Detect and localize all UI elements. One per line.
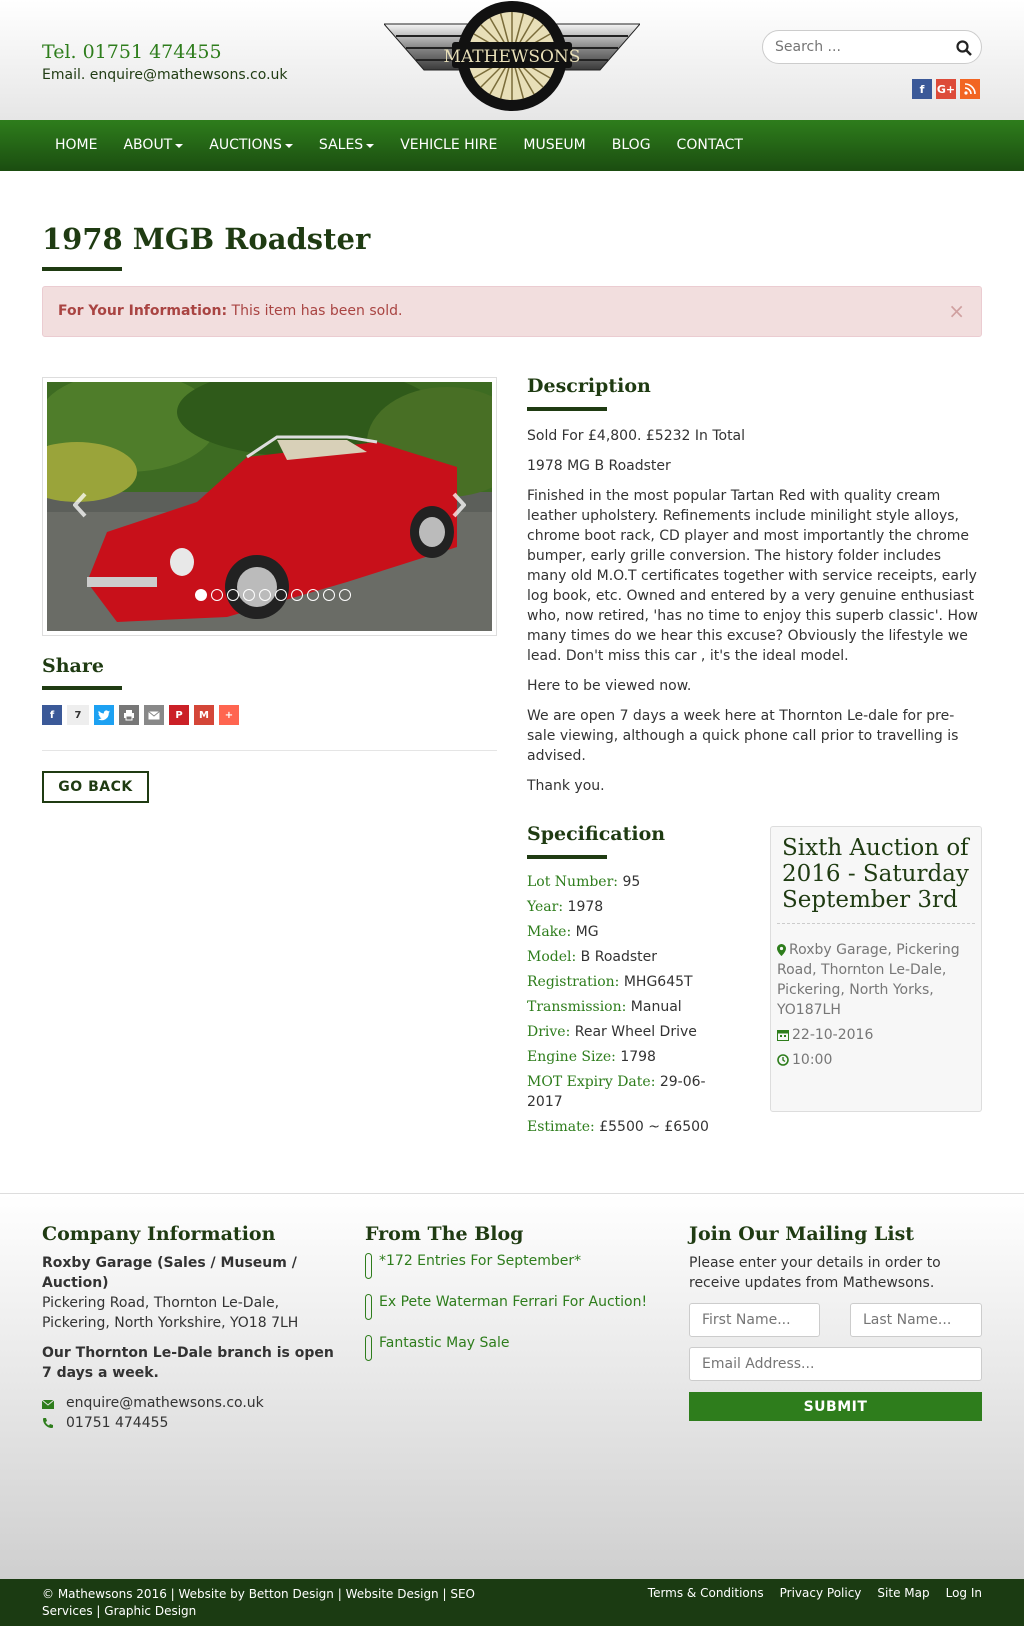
auction-title[interactable]: Sixth Auction of 2016 - Saturday September 3rd: [777, 835, 975, 924]
share-email-icon[interactable]: [144, 705, 164, 725]
company-email-row[interactable]: enquire@mathewsons.co.uk: [42, 1393, 264, 1413]
company-address: Pickering Road, Thornton Le-Dale, Pickering, North Yorkshire, YO18 7LH: [42, 1295, 299, 1331]
last-name-field[interactable]: [850, 1303, 982, 1337]
car-photo: [47, 382, 492, 631]
carousel-dot[interactable]: [195, 589, 207, 601]
specification-underline: [527, 855, 607, 859]
mailing-list-heading: Join Our Mailing List: [689, 1223, 915, 1245]
company-phone-row[interactable]: 01751 474455: [42, 1413, 168, 1433]
search-box: [762, 30, 982, 64]
blog-item[interactable]: Ex Pete Waterman Ferrari For Auction!: [365, 1294, 647, 1320]
calendar-icon: [777, 1029, 789, 1041]
description-paragraph: Here to be viewed now.: [527, 678, 692, 694]
blog-bullet-icon: [365, 1335, 372, 1361]
share-print-icon[interactable]: [119, 705, 139, 725]
alert-text: This item has been sold.: [227, 303, 403, 319]
copyright-text: © Mathewsons 2016 | Website by Betton Design | Website Design | SEO Services | Graphic Design: [42, 1587, 475, 1618]
rss-icon[interactable]: [960, 79, 980, 99]
share-count: 7: [67, 705, 89, 725]
mailing-list-text: Please enter your details in order to receive updates from Mathewsons.: [689, 1255, 941, 1291]
bottom-bar: [0, 1579, 1024, 1626]
terms-link[interactable]: Terms & Conditions: [647, 1586, 764, 1600]
share-facebook-icon[interactable]: f: [42, 705, 62, 725]
phone-icon: [42, 1417, 54, 1429]
email-field[interactable]: [689, 1347, 982, 1381]
carousel-dot[interactable]: [227, 589, 239, 601]
sold-alert: [42, 286, 982, 337]
description-underline: [527, 407, 607, 411]
nav-auctions[interactable]: AUCTIONS: [196, 120, 306, 171]
image-carousel: [42, 377, 497, 636]
description-paragraph: We are open 7 days a week here at Thornton Le-dale for pre-sale viewing, although a quick phone call prior to travelling is advised.: [527, 708, 959, 764]
share-heading: Share: [42, 655, 104, 677]
description-paragraph: Thank you.: [527, 778, 605, 794]
auction-time: 10:00: [777, 1050, 975, 1070]
header-telephone[interactable]: Tel. 01751 474455: [42, 41, 222, 63]
nav-contact[interactable]: CONTACT: [676, 137, 743, 153]
submit-button[interactable]: SUBMIT: [689, 1392, 982, 1421]
blog-heading: From The Blog: [365, 1223, 524, 1245]
carousel-dot[interactable]: [307, 589, 319, 601]
caret-down-icon: [366, 144, 374, 148]
footer-links: [648, 1586, 982, 1600]
privacy-link[interactable]: Privacy Policy: [779, 1586, 862, 1600]
description-paragraph: Sold For £4,800. £5232 In Total: [527, 428, 746, 444]
login-link[interactable]: Log In: [945, 1586, 982, 1600]
share-more-icon[interactable]: +: [219, 705, 239, 725]
nav-blog[interactable]: BLOG: [611, 137, 651, 153]
map-marker-icon: [777, 944, 786, 956]
logo-wordmark: MATHEWSONS: [443, 47, 581, 67]
spec-row-transmission: Transmission: Manual: [527, 999, 682, 1015]
description-paragraph: 1978 MG B Roadster: [527, 458, 671, 474]
spec-row-drive: Drive: Rear Wheel Drive: [527, 1024, 697, 1040]
specification-heading: Specification: [527, 823, 666, 845]
share-gmail-icon[interactable]: M: [194, 705, 214, 725]
carousel-dot[interactable]: [339, 589, 351, 601]
blog-item[interactable]: *172 Entries For September*: [365, 1253, 581, 1279]
spec-row-engine-size: Engine Size: 1798: [527, 1049, 656, 1065]
google-plus-icon[interactable]: G+: [936, 79, 956, 99]
carousel-indicators: [195, 589, 351, 601]
spec-row-year: Year: 1978: [527, 899, 604, 915]
auction-info-box: [770, 826, 982, 1112]
carousel-dot[interactable]: [291, 589, 303, 601]
search-input[interactable]: [775, 39, 945, 55]
blog-item[interactable]: Fantastic May Sale: [365, 1335, 509, 1361]
nav-home[interactable]: HOME: [55, 137, 98, 153]
caret-down-icon: [175, 144, 183, 148]
company-name: Roxby Garage (Sales / Museum / Auction): [42, 1255, 297, 1291]
divider: [42, 750, 497, 751]
share-twitter-icon[interactable]: [94, 705, 114, 725]
social-links: [912, 79, 980, 99]
alert-label: For Your Information:: [58, 303, 228, 319]
search-icon[interactable]: [955, 39, 973, 57]
carousel-dot[interactable]: [323, 589, 335, 601]
carousel-dot[interactable]: [211, 589, 223, 601]
spec-row-registration: Registration: MHG645T: [527, 974, 693, 990]
caret-down-icon: [285, 144, 293, 148]
share-buttons: [42, 705, 239, 725]
first-name-field[interactable]: [689, 1303, 820, 1337]
blog-bullet-icon: [365, 1253, 372, 1279]
go-back-button[interactable]: GO BACK: [42, 771, 149, 803]
facebook-icon[interactable]: f: [912, 79, 932, 99]
blog-bullet-icon: [365, 1294, 372, 1320]
close-icon[interactable]: ×: [948, 299, 965, 323]
description-paragraph: Finished in the most popular Tartan Red with quality cream leather upholstery. Refinements include minilight style alloys, chrome boot rack, CD player and most importantly the chrome bumper, early grille conversion. The history folder includes many old M.O.T certificates together with service receipts, early log book, etc. Owned and entered by a very genuine enthusiast who, now retired, 'has no time to enjoy this superb classic'. How many times do we hear this excuse? Obviously the lifestyle we lead. Don't miss this car , it's the ideal model.: [527, 488, 979, 664]
carousel-prev-icon[interactable]: [73, 492, 87, 518]
auction-location: Roxby Garage, Pickering Road, Thornton Le-Dale, Pickering, North Yorks, YO187LH: [777, 942, 960, 1018]
nav-museum[interactable]: MUSEUM: [523, 137, 586, 153]
share-underline: [42, 686, 122, 690]
title-underline: [42, 267, 122, 271]
spec-row-estimate: Estimate: £5500 ~ £6500: [527, 1119, 709, 1135]
company-opening: Our Thornton Le-Dale branch is open 7 days a week.: [42, 1345, 334, 1381]
company-info-heading: Company Information: [42, 1223, 276, 1245]
spec-row-model: Model: B Roadster: [527, 949, 658, 965]
share-pinterest-icon[interactable]: P: [169, 705, 189, 725]
specification-list: [527, 872, 737, 1142]
page-title: 1978 MGB Roadster: [42, 222, 371, 256]
nav-about[interactable]: ABOUT: [110, 120, 196, 171]
carousel-dot[interactable]: [259, 589, 271, 601]
main-nav: [0, 120, 1024, 171]
header-email[interactable]: Email. enquire@mathewsons.co.uk: [42, 67, 288, 83]
description-heading: Description: [527, 375, 651, 397]
carousel-dot[interactable]: [243, 589, 255, 601]
auction-date: 22-10-2016: [777, 1025, 975, 1045]
clock-icon: [777, 1054, 789, 1066]
mathewsons-logo[interactable]: [384, 0, 640, 112]
carousel-next-icon[interactable]: [452, 492, 466, 518]
carousel-dot[interactable]: [275, 589, 287, 601]
envelope-icon: [42, 1400, 54, 1409]
spec-row-lot-number: Lot Number: 95: [527, 874, 641, 890]
description-body: [527, 426, 982, 806]
sitemap-link[interactable]: Site Map: [877, 1586, 930, 1600]
site-footer: [0, 1193, 1024, 1579]
nav-vehicle-hire[interactable]: VEHICLE HIRE: [400, 137, 498, 153]
spec-row-mot-expiry: MOT Expiry Date: 29-06-2017: [527, 1074, 706, 1110]
spec-row-make: Make: MG: [527, 924, 599, 940]
nav-sales[interactable]: SALES: [306, 120, 387, 171]
site-header: [0, 0, 1024, 120]
